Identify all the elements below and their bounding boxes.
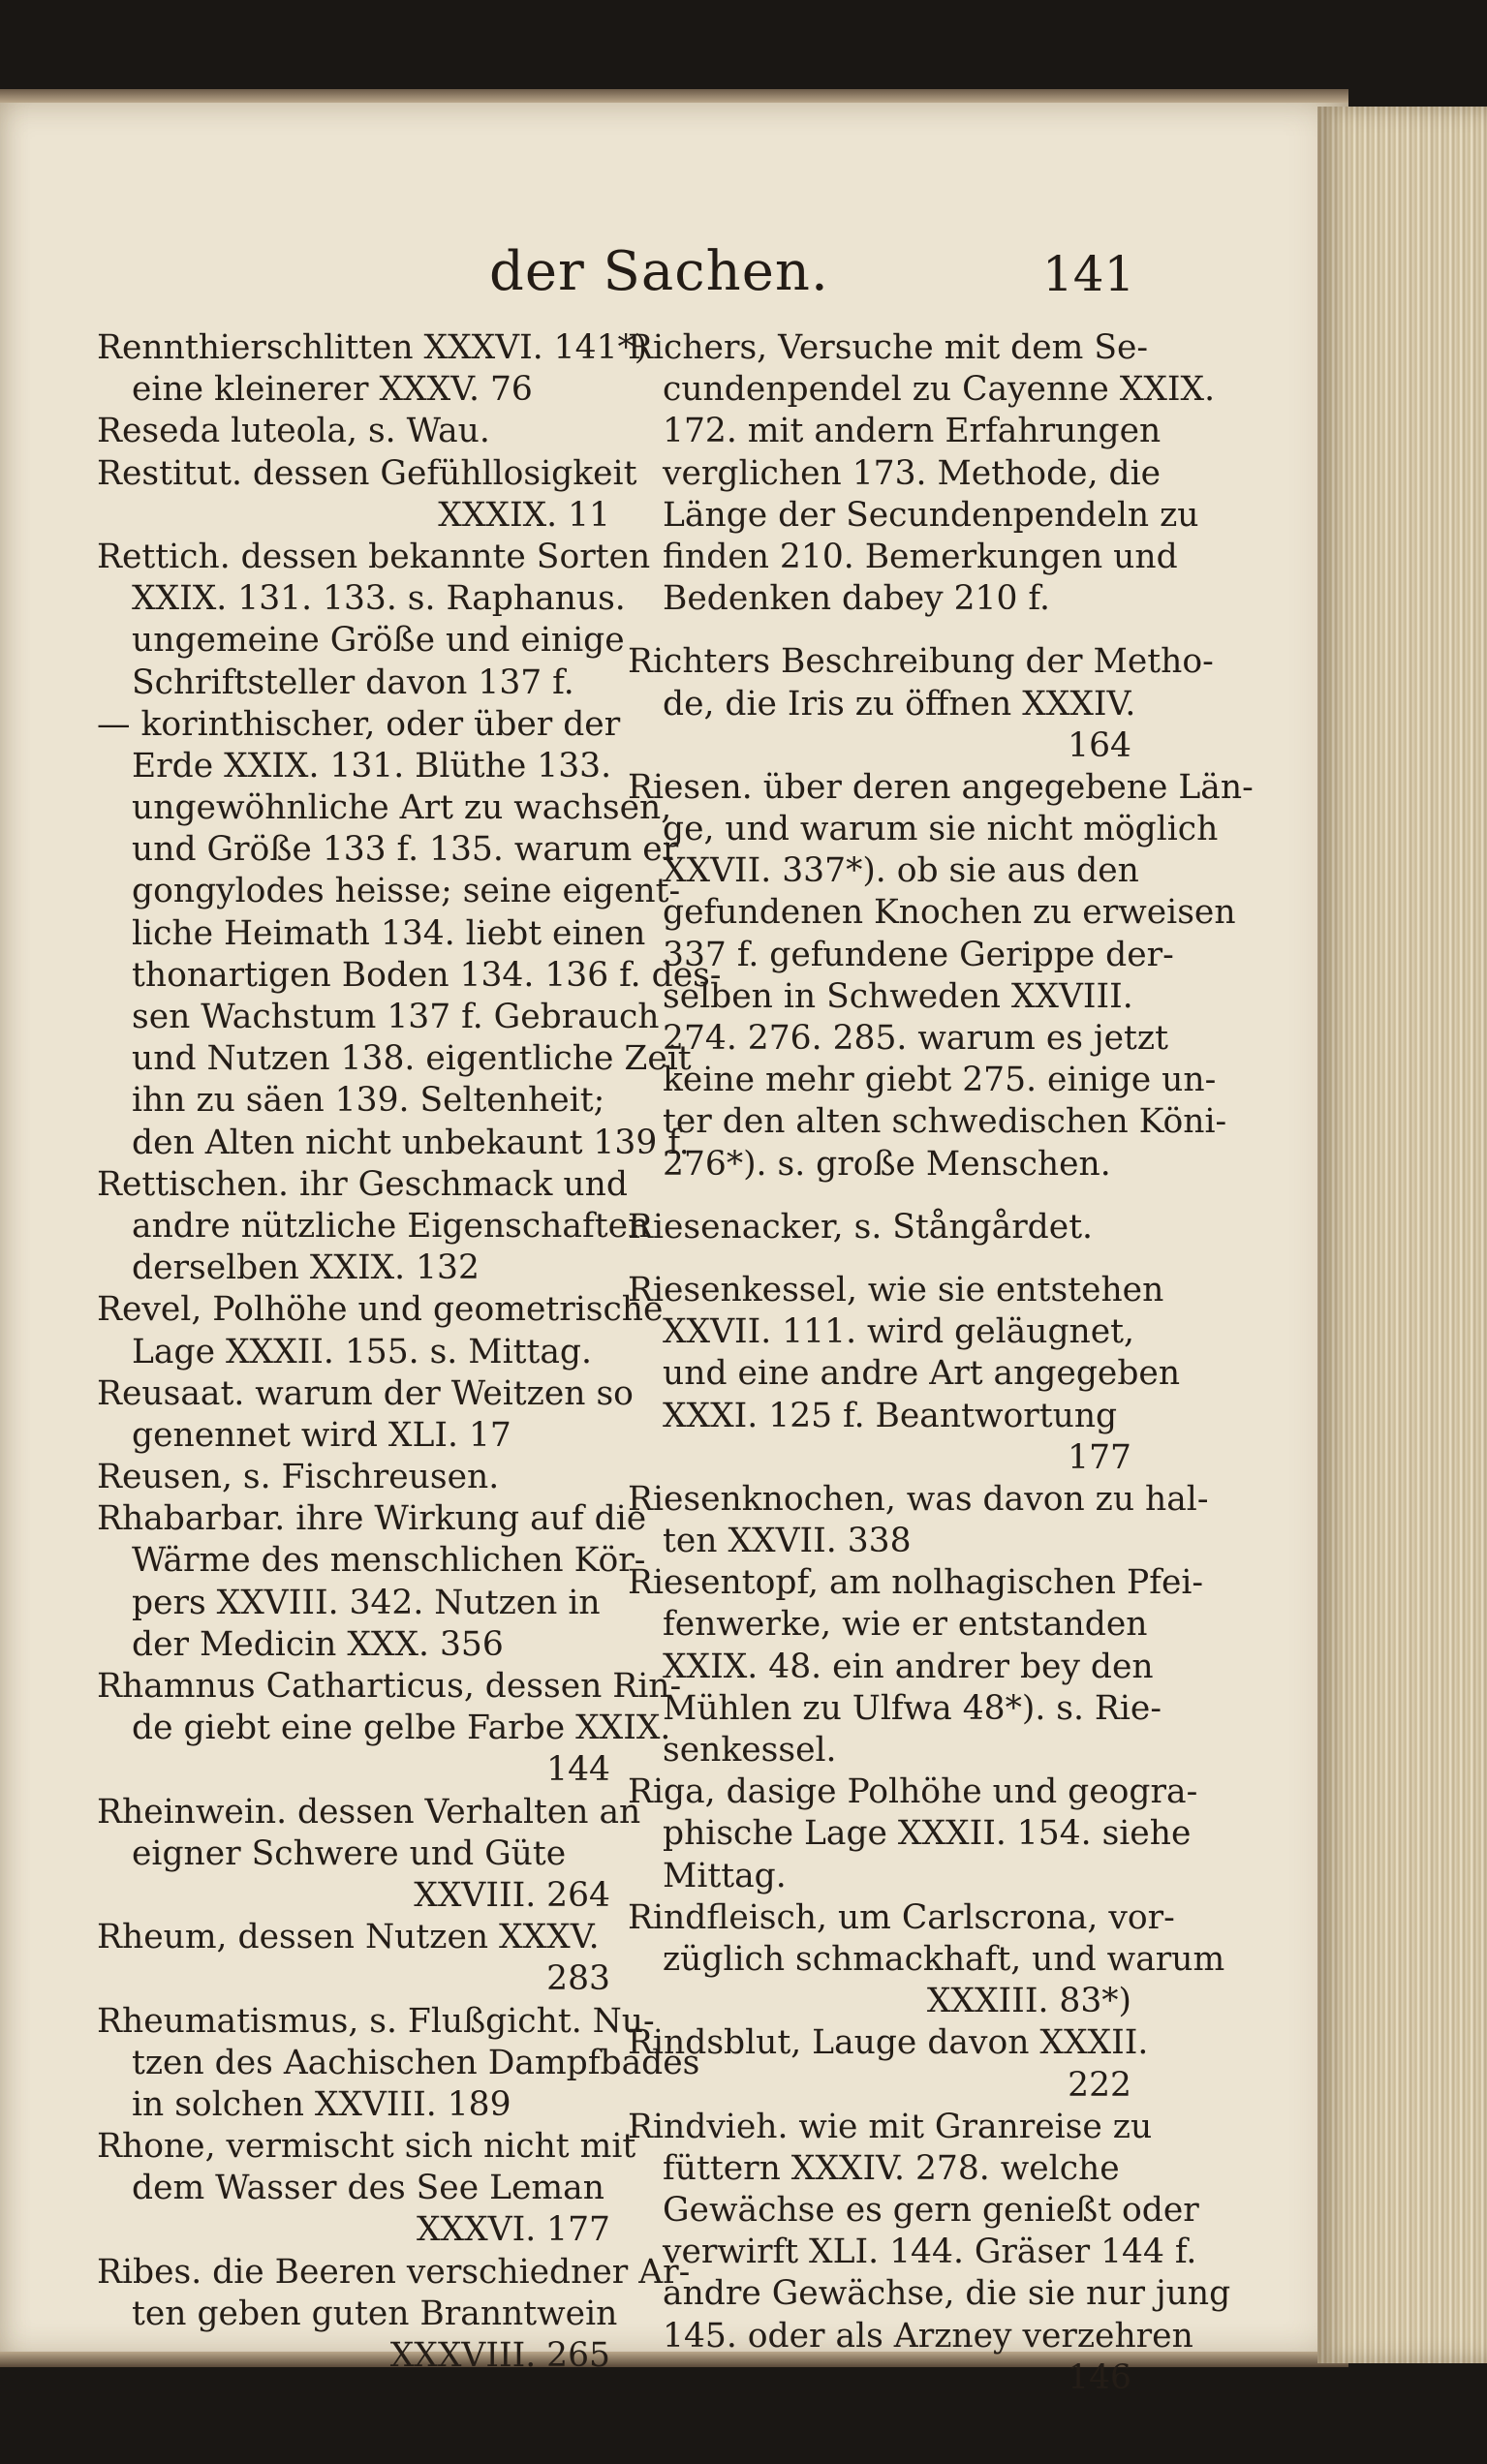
page-header	[0, 240, 1348, 308]
index-entry	[628, 2107, 1231, 2399]
index-line: XXVII. 111. wird geläugnet,	[663, 1312, 1134, 1352]
index-line: ungewöhnliche Art zu wachsen,	[132, 788, 672, 828]
index-line: 276*). s. große Menschen.	[663, 1144, 1111, 1184]
index-line: senkessel.	[663, 1731, 837, 1770]
index-line: XXXI. 125 f. Beantwortung	[663, 1396, 1118, 1435]
index-line: Rheinwein. dessen Verhalten an	[97, 1792, 641, 1832]
index-line: Rettischen. ihr Geschmack und	[97, 1164, 628, 1204]
index-line: Rhamnus Catharticus, dessen Rin-	[97, 1667, 682, 1706]
index-line: Lage XXXII. 155. s. Mittag.	[132, 1332, 592, 1371]
index-line: und Nutzen 138. eigentliche Zeit	[132, 1039, 692, 1079]
index-entry	[97, 327, 648, 411]
index-line: Mittag.	[663, 1856, 787, 1895]
index-line: XXVIII. 264	[414, 1875, 610, 1915]
index-line: derselben XXIX. 132	[132, 1248, 480, 1288]
index-line: Reseda luteola, s. Wau.	[97, 412, 490, 451]
index-entry	[97, 1498, 647, 1666]
index-line: ungemeine Größe und einige	[132, 621, 625, 661]
index-entry	[628, 641, 1214, 767]
index-line: Rindvieh. wie mit Granreise zu	[628, 2107, 1153, 2146]
index-entry	[97, 1792, 641, 1918]
index-entry	[628, 2022, 1149, 2106]
index-line: Richters Beschreibung der Metho-	[628, 642, 1214, 682]
index-line: Riga, dasige Polhöhe und geogra-	[628, 1772, 1198, 1812]
index-line: ten XXVII. 338	[663, 1522, 912, 1561]
index-line: ihn zu säen 139. Seltenheit;	[132, 1081, 605, 1121]
index-line: verglichen 173. Methode, die	[663, 453, 1162, 493]
index-line: verwirft XLI. 144. Gräser 144 f.	[663, 2233, 1197, 2272]
index-line: Erde XXIX. 131. Blüthe 133.	[132, 746, 612, 785]
index-line: de, die Iris zu öffnen XXXIV.	[663, 684, 1136, 724]
index-entry	[97, 1917, 610, 2000]
index-line: 146	[1068, 2357, 1131, 2397]
index-entry	[628, 1207, 1131, 1248]
index-line: 283	[546, 1959, 610, 1999]
index-line: Riesenacker, s. Stångårdet.	[628, 1207, 1094, 1247]
index-line: andre nützliche Eigenschaften	[132, 1206, 650, 1246]
index-entry	[97, 1457, 610, 1498]
index-entry	[628, 327, 1216, 620]
index-line: der Medicin XXX. 356	[132, 1624, 504, 1664]
index-line: XXVII. 337*). ob sie aus den	[663, 851, 1139, 891]
index-line: Riesenknochen, was davon zu hal-	[628, 1479, 1209, 1519]
index-line: Mühlen zu Ulfwa 48*). s. Rie-	[663, 1688, 1162, 1728]
index-entry	[97, 537, 722, 1164]
index-line: Reusen, s. Fischreusen.	[97, 1458, 500, 1497]
index-line: finden 210. Bemerkungen und	[663, 537, 1178, 576]
index-line: Revel, Polhöhe und geometrische	[97, 1290, 664, 1330]
index-line: Rheum, dessen Nutzen XXXV.	[97, 1918, 600, 1957]
index-line: Richers, Versuche mit dem Se-	[628, 328, 1149, 367]
index-line: 144	[546, 1750, 610, 1790]
index-line: XXIX. 131. 133. s. Raphanus.	[132, 579, 626, 619]
index-line: — korinthischer, oder über der	[97, 704, 621, 744]
index-line: pers XXVIII. 342. Nutzen in	[132, 1583, 601, 1622]
index-entry	[628, 1897, 1225, 2023]
index-entry	[628, 1771, 1198, 1897]
index-line: tzen des Aachischen Dampfbades	[132, 2043, 700, 2082]
index-entry	[97, 453, 637, 537]
index-entry	[97, 1373, 634, 1457]
index-line: Schriftsteller davon 137 f.	[132, 662, 574, 702]
index-entry	[628, 1270, 1181, 1479]
index-line: XXXIX. 11	[438, 495, 610, 535]
index-line: und eine andre Art angegeben	[663, 1354, 1181, 1394]
index-line: ten geben guten Branntwein	[132, 2294, 618, 2333]
index-entry	[628, 1562, 1204, 1771]
index-line: Rindsblut, Lauge davon XXXII.	[628, 2023, 1149, 2063]
index-line: in solchen XXVIII. 189	[132, 2084, 511, 2124]
page-number: 141	[1042, 246, 1135, 302]
index-line: 164	[1068, 725, 1131, 765]
index-line: füttern XXXIV. 278. welche	[663, 2148, 1120, 2188]
index-line: und Größe 133 f. 135. warum er	[132, 830, 679, 870]
index-line: 337 f. gefundene Gerippe der-	[663, 935, 1174, 974]
index-line: ge, und warum sie nicht möglich	[663, 810, 1219, 849]
index-line: 222	[1068, 2065, 1131, 2105]
index-line: keine mehr giebt 275. einige un-	[663, 1061, 1217, 1100]
index-line: de giebt eine gelbe Farbe XXIX.	[132, 1709, 671, 1748]
index-line: 145. oder als Arzney verzehren	[663, 2316, 1193, 2356]
index-line: XXIX. 48. ein andrer bey den	[663, 1647, 1154, 1686]
index-line: Rheumatismus, s. Flußgicht. Nu-	[97, 2001, 655, 2041]
index-line: Wärme des menschlichen Kör-	[132, 1541, 646, 1581]
index-line: Rhabarbar. ihre Wirkung auf die	[97, 1499, 647, 1539]
index-line: 172. mit andern Erfahrungen	[663, 412, 1162, 451]
index-entry	[97, 2001, 700, 2127]
index-line: genennet wird XLI. 17	[132, 1415, 511, 1455]
index-line: liche Heimath 134. liebt einen	[132, 913, 646, 953]
index-line: Gewächse es gern genießt oder	[663, 2191, 1199, 2231]
index-line: ter den alten schwedischen Köni-	[663, 1102, 1227, 1142]
index-line: Rennthierschlitten XXXVI. 141*)	[97, 328, 648, 367]
index-line: gefundenen Knochen zu erweisen	[663, 893, 1236, 933]
index-line: eigner Schwere und Güte	[132, 1833, 567, 1873]
index-entry	[628, 1479, 1209, 1562]
index-line: thonartigen Boden 134. 136 f. des-	[132, 955, 722, 995]
index-column-right	[628, 327, 1254, 2399]
index-line: Rhone, vermischt sich nicht mit	[97, 2127, 636, 2167]
index-line: 177	[1068, 1437, 1131, 1477]
index-entry	[97, 1289, 664, 1372]
index-line: XXXVIII. 265	[389, 2336, 610, 2375]
index-line: XXXIII. 83*)	[926, 1982, 1131, 2021]
index-line: Riesentopf, am nolhagischen Pfei-	[628, 1563, 1204, 1603]
index-entry	[97, 1666, 682, 1792]
index-line: züglich schmackhaft, und warum	[663, 1939, 1225, 1979]
index-line: Riesenkessel, wie sie entstehen	[628, 1270, 1164, 1309]
index-line: cundenpendel zu Cayenne XXIX.	[663, 370, 1216, 410]
index-entry	[97, 411, 610, 452]
index-line: sen Wachstum 137 f. Gebrauch	[132, 998, 660, 1036]
index-line: den Alten nicht unbekaunt 139 f.	[132, 1123, 690, 1162]
index-line: eine kleinerer XXXV. 76	[132, 370, 533, 410]
index-line: Restitut. dessen Gefühllosigkeit	[97, 453, 637, 493]
index-entry	[628, 767, 1254, 1186]
index-line: Länge der Secundenpendeln zu	[663, 495, 1199, 535]
index-line: fenwerke, wie er entstanden	[663, 1605, 1148, 1645]
index-line: 274. 276. 285. warum es jetzt	[663, 1019, 1168, 1058]
index-line: dem Wasser des See Leman	[132, 2169, 604, 2208]
running-head: der Sachen.	[489, 240, 829, 303]
index-line: Riesen. über deren angegebene Län-	[628, 767, 1254, 807]
index-line: XXXVI. 177	[416, 2210, 610, 2250]
index-line: Bedenken dabey 210 f.	[663, 579, 1050, 619]
index-line: andre Gewächse, die sie nur jung	[663, 2274, 1231, 2314]
index-line: Ribes. die Beeren verschiedner Ar-	[97, 2252, 691, 2292]
book-fore-edge	[1317, 107, 1487, 2363]
index-column-left	[97, 327, 722, 2377]
page-top-edge	[0, 89, 1348, 103]
index-line: gongylodes heisse; seine eigent-	[132, 872, 681, 911]
index-line: Rettich. dessen bekannte Sorten	[97, 537, 651, 576]
index-entry	[97, 2252, 691, 2378]
index-line: Reusaat. warum der Weitzen so	[97, 1373, 634, 1413]
index-line: phische Lage XXXII. 154. siehe	[663, 1814, 1192, 1854]
index-line: Rindfleisch, um Carlscrona, vor-	[628, 1897, 1175, 1937]
index-entry	[97, 1164, 650, 1290]
index-line: selben in Schweden XXVIII.	[663, 976, 1133, 1016]
index-entry	[97, 2126, 636, 2252]
